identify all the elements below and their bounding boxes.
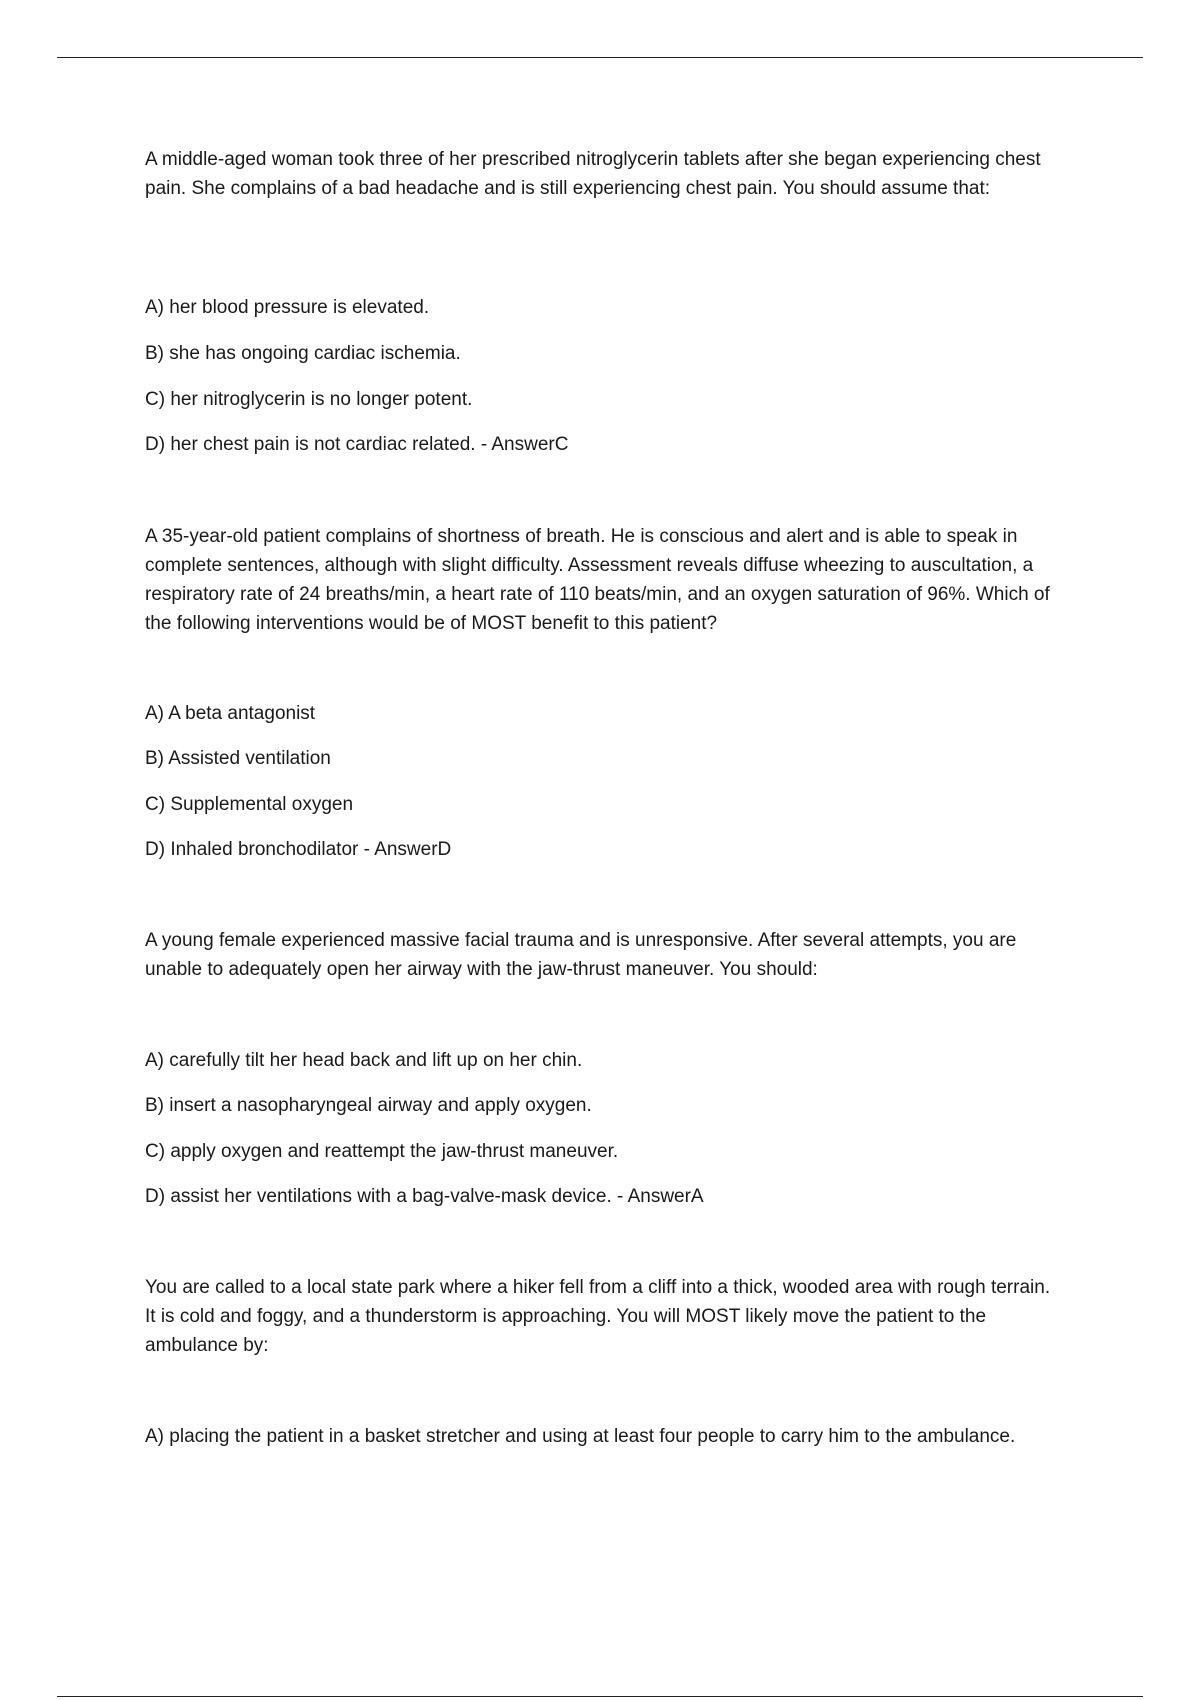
question-3-option-c: C) apply oxygen and reattempt the jaw-thrust maneuver.	[145, 1141, 619, 1162]
question-3-option-b: B) insert a nasopharyngeal airway and apply oxygen.	[145, 1095, 592, 1116]
question-3-option-d: D) assist her ventilations with a bag-valve-mask device. - AnswerA	[145, 1186, 704, 1207]
question-3-stem: A young female experienced massive facial trauma and is unresponsive. After several attempts, you are unable to adequately open her airway with the jaw-thrust maneuver. You should:	[145, 930, 1017, 980]
header-rule	[57, 57, 1143, 58]
question-4-option-a: A) placing the patient in a basket stretcher and using at least four people to carry him to the ambulance.	[145, 1426, 1016, 1447]
question-1-option-d: D) her chest pain is not cardiac related. - AnswerC	[145, 434, 569, 455]
question-4-stem: You are called to a local state park where a hiker fell from a cliff into a thick, wooded area with rough terrain. It is cold and foggy, and a thunderstorm is approaching. You will MOST likely move the patient to the ambulance by:	[145, 1277, 1051, 1356]
question-3-option-a: A) carefully tilt her head back and lift up on her chin.	[145, 1050, 583, 1071]
question-1-option-a: A) her blood pressure is elevated.	[145, 297, 430, 318]
question-1-stem: A middle-aged woman took three of her prescribed nitroglycerin tablets after she began experiencing chest pain. She complains of a bad headache and is still experiencing chest pain. You should assume that:	[145, 149, 1041, 199]
question-2-option-a: A) A beta antagonist	[145, 703, 316, 724]
question-2-option-c: C) Supplemental oxygen	[145, 794, 354, 815]
question-2-option-d: D) Inhaled bronchodilator - AnswerD	[145, 839, 452, 860]
footer-rule	[57, 1696, 1143, 1697]
question-1-option-c: C) her nitroglycerin is no longer potent.	[145, 389, 473, 410]
question-2-option-b: B) Assisted ventilation	[145, 748, 331, 769]
question-2-stem: A 35-year-old patient complains of shortness of breath. He is conscious and alert and is able to speak in complete sentences, although with slight difficulty. Assessment reveals diffuse wheezing to auscultation, a respiratory rate of 24 breaths/min, a heart rate of 110 beats/min, and an oxygen saturation of 96%. Which of the following interventions would be of MOST benefit to this patient?	[145, 526, 1050, 634]
question-1-option-b: B) she has ongoing cardiac ischemia.	[145, 343, 461, 364]
